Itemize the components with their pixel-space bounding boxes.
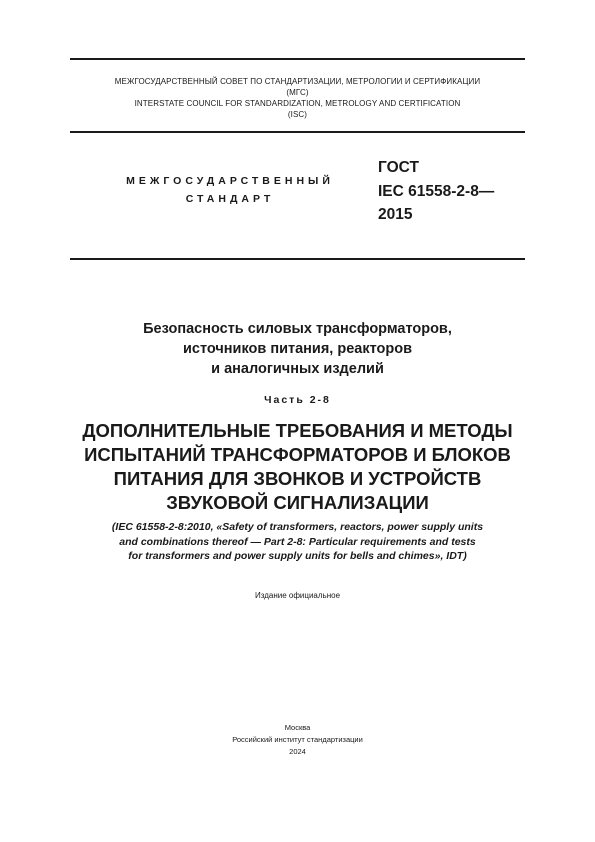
council-abbr-ru: (МГС)	[286, 88, 309, 97]
part-label: Часть 2-8	[264, 394, 331, 406]
idt-note	[30, 520, 565, 564]
standard-type	[90, 172, 370, 208]
general-title-line3: и аналогичных изделий	[211, 361, 384, 377]
idt-note-line3: for transformers and power supply units for bells and chimes», IDT)	[128, 550, 467, 562]
main-title-line3: ПИТАНИЯ ДЛЯ ЗВОНКОВ И УСТРОЙСТВ	[113, 468, 482, 489]
idt-note-line2: and combinations thereof — Part 2-8: Particular requirements and tests	[119, 535, 476, 548]
publisher-institute: Российский институт стандартизации	[232, 735, 363, 744]
council-rule	[70, 131, 525, 133]
main-title	[30, 419, 565, 515]
main-title-line1: ДОПОЛНИТЕЛЬНЫЕ ТРЕБОВАНИЯ И МЕТОДЫ	[82, 420, 513, 441]
top-rule	[70, 58, 525, 60]
council-abbr-en: (ISC)	[287, 110, 308, 119]
council-header	[70, 76, 525, 120]
general-title	[30, 319, 565, 379]
main-title-line2: ИСПЫТАНИЙ ТРАНСФОРМАТОРОВ И БЛОКОВ	[84, 444, 511, 465]
publisher-block	[30, 722, 565, 758]
standard-designation	[378, 156, 494, 227]
designation-line3: 2015	[378, 206, 413, 223]
general-title-line2: источников питания, реакторов	[182, 341, 412, 357]
publisher-year: 2024	[289, 747, 306, 756]
publisher-city: Москва	[284, 723, 311, 732]
council-name-en: INTERSTATE COUNCIL FOR STANDARDIZATION, METROLOGY AND CERTIFICATION	[134, 99, 461, 108]
standard-type-line2: СТАНДАРТ	[185, 193, 275, 205]
idt-note-line1: (IEC 61558-2-8:2010, «Safety of transformers, reactors, power supply units	[111, 521, 484, 533]
council-name-ru: МЕЖГОСУДАРСТВЕННЫЙ СОВЕТ ПО СТАНДАРТИЗАЦИИ, МЕТРОЛОГИИ И СЕРТИФИКАЦИИ	[114, 77, 481, 86]
official-edition: Издание официальное	[254, 591, 341, 600]
general-title-line1: Безопасность силовых трансформаторов,	[143, 321, 452, 337]
designation-rule	[70, 258, 525, 260]
designation-line2: IEC 61558-2-8—	[378, 182, 495, 200]
standard-type-line1: МЕЖГОСУДАРСТВЕННЫЙ	[126, 175, 334, 187]
designation-line1: ГОСТ	[378, 159, 419, 176]
main-title-line4: ЗВУКОВОЙ СИГНАЛИЗАЦИИ	[166, 492, 429, 513]
